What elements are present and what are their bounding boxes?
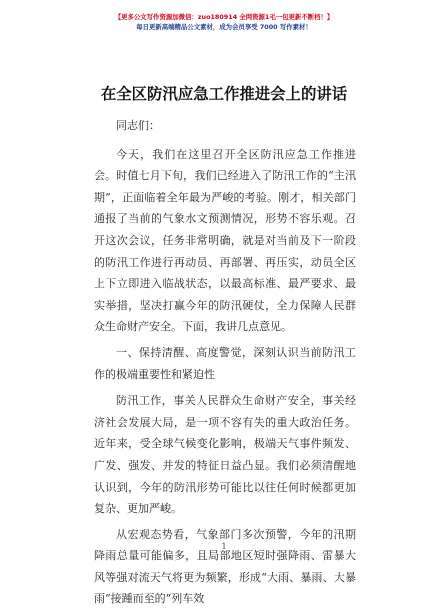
- promo-line-membership: 每日更新高端精品公文素材，成为会员享受 7000 写作素材！: [136, 23, 312, 31]
- promo-line-contact: 【更多公文写作资源加微信：zuo180914 全网资源1毛一包更新不断档！】: [114, 13, 334, 21]
- promo-banner: [0, 12, 448, 32]
- document-body: [94, 115, 356, 614]
- document-title: 在全区防汛应急工作推进会上的讲话: [100, 85, 348, 103]
- paragraph-importance: 防汛工作，事关人民群众生命财产安全，事关经济社会发展大局，是一项不容有失的重大政治任务。近年来，受全球气候变化影响，极端天气事件频发、广发、强发、并发的特征日益凸显。我们必须清醒地认识到，今年的防汛形势可能比以往任何时候都更加复杂、更加严峻。: [94, 394, 356, 516]
- greeting: 同志们：: [116, 119, 160, 132]
- paragraph-macro-situation: 从宏观态势看，气象部门多次预警，今年的汛期降雨总量可能偏多，且局部地区短时强降雨、雷暴大风等强对流天气将更为频繁，形成“大雨、暴雨、大暴雨”接踵而至的“列车效: [94, 527, 356, 606]
- section-heading-1: 一、保持清醒、高度警觉，深刻认识当前防汛工作的极端重要性和紧迫性: [94, 345, 356, 381]
- page-number: 1: [221, 542, 227, 551]
- paragraph-opening: 今天，我们在这里召开全区防汛应急工作推进会。时值七月下旬，我们已经进入了防汛工作的“主汛期”，正面临着全年最为严峻的考验。刚才，相关部门通报了当前的气象水文预测情况，形势不容乐观。召开这次会议，任务非常明确，就是对当前及下一阶段的防汛工作进行再动员、再部署、再压实，动员全区上下立即进入临战状态，以最高标准、最严要求、最实举措，坚决打赢今年的防汛硬仗，全力保障人民群众生命财产安全。下面，我讲几点意见。: [94, 147, 356, 334]
